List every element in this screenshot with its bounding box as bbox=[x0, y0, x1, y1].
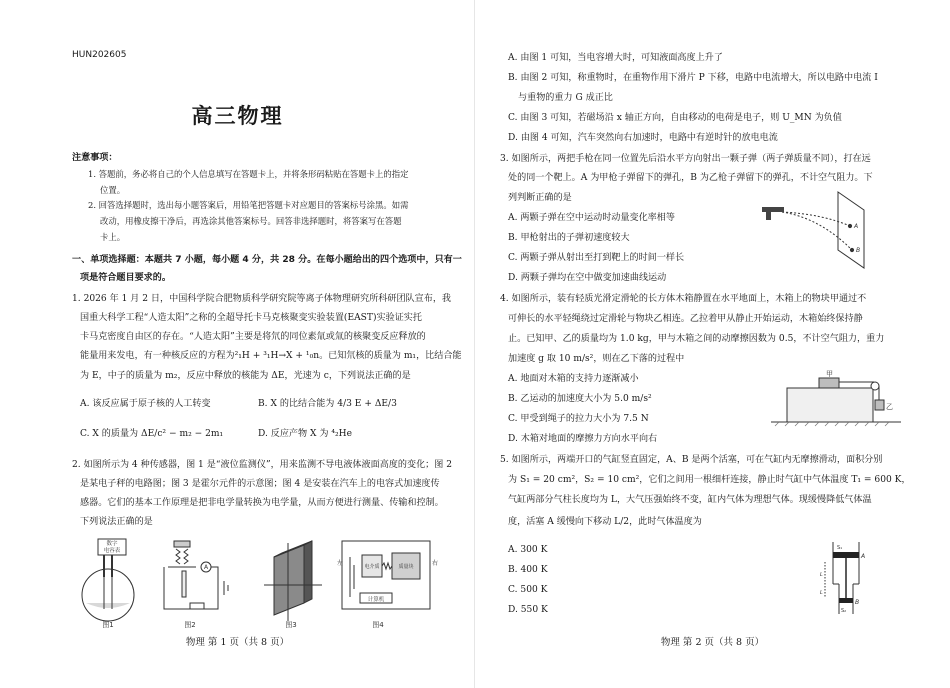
q4-figure bbox=[771, 368, 901, 438]
q4-block-jia-label: 甲 bbox=[826, 370, 833, 378]
q5-option-d[interactable]: D. 550 K bbox=[508, 605, 548, 615]
q3-option-b[interactable]: B. 甲枪射出的子弹初速度较大 bbox=[508, 233, 630, 243]
notice-2a: 2. 回答选择题时，选出每小题答案后，用铅笔把答题卡对应题目的答案标号涂黑。如需 bbox=[88, 200, 409, 210]
fig1-label-meter: 电容表 bbox=[103, 548, 121, 554]
fig4-computer-label: 计算机 bbox=[367, 597, 385, 603]
q4-option-a[interactable]: A. 地面对木箱的支持力逐渐减小 bbox=[508, 374, 639, 384]
notice-title: 注意事项： bbox=[72, 153, 118, 163]
fig2-scale-circuit bbox=[164, 541, 228, 609]
q5-label-a: A bbox=[861, 553, 866, 560]
q2-line-1: 2. 如图所示为 4 种传感器，图 1 是“液位监测仪”，用来监测不导电液体液面高度的变化；图 2 bbox=[72, 460, 453, 470]
q1-option-b[interactable]: B. X 的比结合能为 4/3 E + ΔE/3 bbox=[258, 399, 397, 409]
q4-line-1: 4. 如图所示，装有轻质光滑定滑轮的长方体木箱静置在水平地面上，木箱上的物块甲通过不 bbox=[500, 294, 867, 304]
page-title: 高三物理 bbox=[191, 104, 284, 128]
notice-1a: 1. 答题前，务必将自己的个人信息填写在答题卡上，并将条形码粘贴在答题卡上的指定 bbox=[88, 169, 409, 179]
q1-line-3: 卡马克密度自由区的存在。“人造太阳”主要是将氘的同位素氚或氚的核聚变反应释放的 bbox=[80, 332, 426, 342]
footer-page-1: 物理 第 1 页（共 8 页） bbox=[185, 637, 290, 648]
q5-piston-b bbox=[839, 598, 853, 603]
q3-line-3: 列判断正确的是 bbox=[508, 193, 572, 203]
notice-2b: 改动，用橡皮擦干净后，再选涂其他答案标号。回答非选择题时，将答案写在答题 bbox=[100, 216, 402, 226]
q5-line-3: 气缸两部分气柱长度均为 L，大气压强始终不变，缸内气体为理想气体。现缓慢降低气体温 bbox=[508, 495, 872, 505]
q2-figures bbox=[78, 537, 438, 629]
notice-2c: 卡上。 bbox=[100, 232, 126, 242]
q4-option-c[interactable]: C. 甲受到绳子的拉力大小为 7.5 N bbox=[508, 414, 649, 424]
fig4-right-label: 右 bbox=[432, 560, 438, 567]
q3-option-a[interactable]: A. 两颗子弹在空中运动时动量变化率相等 bbox=[508, 213, 675, 223]
fig1-caption: 图1 bbox=[102, 621, 114, 629]
fig3-hall-element bbox=[264, 541, 322, 621]
fig4-mass-label: 质量块 bbox=[398, 564, 414, 570]
q5-line-2: 为 S₁ = 20 cm²，S₂ = 10 cm²，它们之间用一根细杆连接，静止时气缸中气体温度 T₁ = 600 K， bbox=[508, 475, 911, 485]
q1-option-d[interactable]: D. 反应产物 X 为 ⁴₂He bbox=[258, 429, 352, 439]
fig2-caption: 图2 bbox=[184, 621, 196, 629]
q2-option-a[interactable]: A. 由图 1 可知，当电容增大时，可知液面高度上升了 bbox=[508, 53, 723, 63]
q5-option-c[interactable]: C. 500 K bbox=[508, 585, 548, 595]
q1-line-4: 能量用来发电，有一种核反应的方程为²₁H + ³₁H→X + ¹₀n。已知氘核的质量为 m₁，比结合能 bbox=[80, 351, 462, 361]
q3-line-2: 处的同一个靶上。A 为甲枪子弹留下的弹孔，B 为乙枪子弹留下的弹孔，不计空气阻力。下 bbox=[508, 173, 873, 183]
q3-hole-a: A bbox=[854, 223, 859, 230]
q4-line-4: 加速度 g 取 10 m/s²，则在乙下落的过程中 bbox=[508, 354, 685, 364]
right-page bbox=[475, 0, 950, 688]
fig1-label-digital: 数字 bbox=[106, 541, 118, 547]
q4-line-3: 止。已知甲、乙的质量均为 1.0 kg，甲与木箱之间的动摩擦因数为 0.5，不计空气阻力，重力 bbox=[508, 334, 885, 344]
fig2-ammeter-symbol: A bbox=[204, 564, 209, 571]
q4-option-b[interactable]: B. 乙运动的加速度大小为 5.0 m/s² bbox=[508, 394, 652, 404]
q3-hole-b: B bbox=[856, 247, 861, 254]
q2-line-2: 是某电子秤的电路图；图 3 是霍尔元件的示意图；图 4 是安装在汽车上的电容式加速度传 bbox=[80, 479, 440, 489]
q5-label-s1: S₁ bbox=[837, 545, 843, 551]
q5-option-b[interactable]: B. 400 K bbox=[508, 565, 548, 575]
gun-icon bbox=[762, 207, 784, 220]
q2-option-b-2: 与重物的重力 G 成正比 bbox=[518, 93, 613, 103]
q1-line-1: 1. 2026 年 1 月 2 日，中国科学院合肥物质科学研究院等离子体物理研究所科研团队宣布，我 bbox=[72, 294, 452, 304]
q2-option-c[interactable]: C. 由图 3 可知，若磁场沿 x 轴正方向，自由移动的电荷是电子，则 U_MN 为负值 bbox=[508, 113, 842, 123]
q1-option-a[interactable]: A. 该反应属于原子核的人工转变 bbox=[80, 399, 211, 409]
q5-label-b: B bbox=[855, 599, 860, 606]
q2-line-3: 感器。它们的基本工作原理是把非电学量转换为电学量，从而方便进行测量、传输和控制。 bbox=[80, 498, 444, 508]
section-heading-2: 项是符合题目要求的。 bbox=[80, 273, 171, 283]
q1-line-5: 为 E，中子的质量为 m₂，反应中释放的核能为 ΔE，光速为 c，下列说法正确的是 bbox=[80, 371, 411, 381]
q3-option-d[interactable]: D. 两颗子弹均在空中做变加速曲线运动 bbox=[508, 273, 667, 283]
q3-option-c[interactable]: C. 两颗子弹从射出至打到靶上的时间一样长 bbox=[508, 253, 685, 263]
q2-option-d[interactable]: D. 由图 4 可知，汽车突然向右加速时，电路中有逆时针的放电电流 bbox=[508, 133, 778, 143]
q5-label-l-lower: L bbox=[820, 590, 823, 596]
q5-figure bbox=[815, 538, 885, 616]
q2-option-b-1[interactable]: B. 由图 2 可知，称重物时，在重物作用下滑片 P 下移，电路中电流增大，所以电路中电流 I bbox=[508, 73, 878, 83]
footer-page-2: 物理 第 2 页（共 8 页） bbox=[660, 637, 765, 648]
q1-line-2: 国重大科学工程“人造太阳”之称的全超导托卡马克核聚变实验装置(EAST)实验证实托 bbox=[80, 313, 422, 323]
q5-label-l-upper: L bbox=[820, 572, 823, 578]
q3-line-1: 3. 如图所示，两把手枪在同一位置先后沿水平方向射出一颗子弹（两子弹质量不同），打在远 bbox=[500, 154, 871, 164]
q5-line-4: 度，活塞 A 缓慢向下移动 L/2，此时气体温度为 bbox=[508, 517, 702, 527]
q5-label-s2: S₂ bbox=[841, 608, 847, 614]
notice-1b: 位置。 bbox=[100, 185, 126, 195]
q5-option-a[interactable]: A. 300 K bbox=[508, 545, 548, 555]
fig4-caption: 图4 bbox=[372, 621, 384, 629]
q2-line-4: 下列说法正确的是 bbox=[80, 517, 153, 527]
section-heading-1: 一、单项选择题：本题共 7 小题，每小题 4 分，共 28 分。在每小题给出的四个选项中，只有一 bbox=[72, 255, 462, 265]
q4-block-yi-label: 乙 bbox=[886, 403, 893, 411]
fig4-dielectric-label: 电介质 bbox=[364, 564, 380, 570]
fig3-caption: 图3 bbox=[285, 621, 297, 629]
fig4-left-label: 左 bbox=[337, 560, 344, 567]
fig4-accelerometer bbox=[342, 541, 430, 609]
q1-option-c[interactable]: C. X 的质量为 ΔE/c² − m₂ − 2m₁ bbox=[80, 429, 224, 439]
exam-code: HUN202605 bbox=[72, 50, 127, 60]
q4-line-2: 可伸长的水平轻绳绕过定滑轮与物块乙相连。乙拉着甲从静止开始运动，木箱始终保持静 bbox=[508, 314, 863, 324]
q3-figure bbox=[760, 188, 880, 270]
q5-piston-a bbox=[833, 552, 859, 558]
q4-option-d[interactable]: D. 木箱对地面的摩擦力方向水平向右 bbox=[508, 434, 658, 444]
q5-line-1: 5. 如图所示，两端开口的气缸竖直固定，A、B 是两个活塞，可在气缸内无摩擦滑动，面积分别 bbox=[500, 455, 883, 465]
